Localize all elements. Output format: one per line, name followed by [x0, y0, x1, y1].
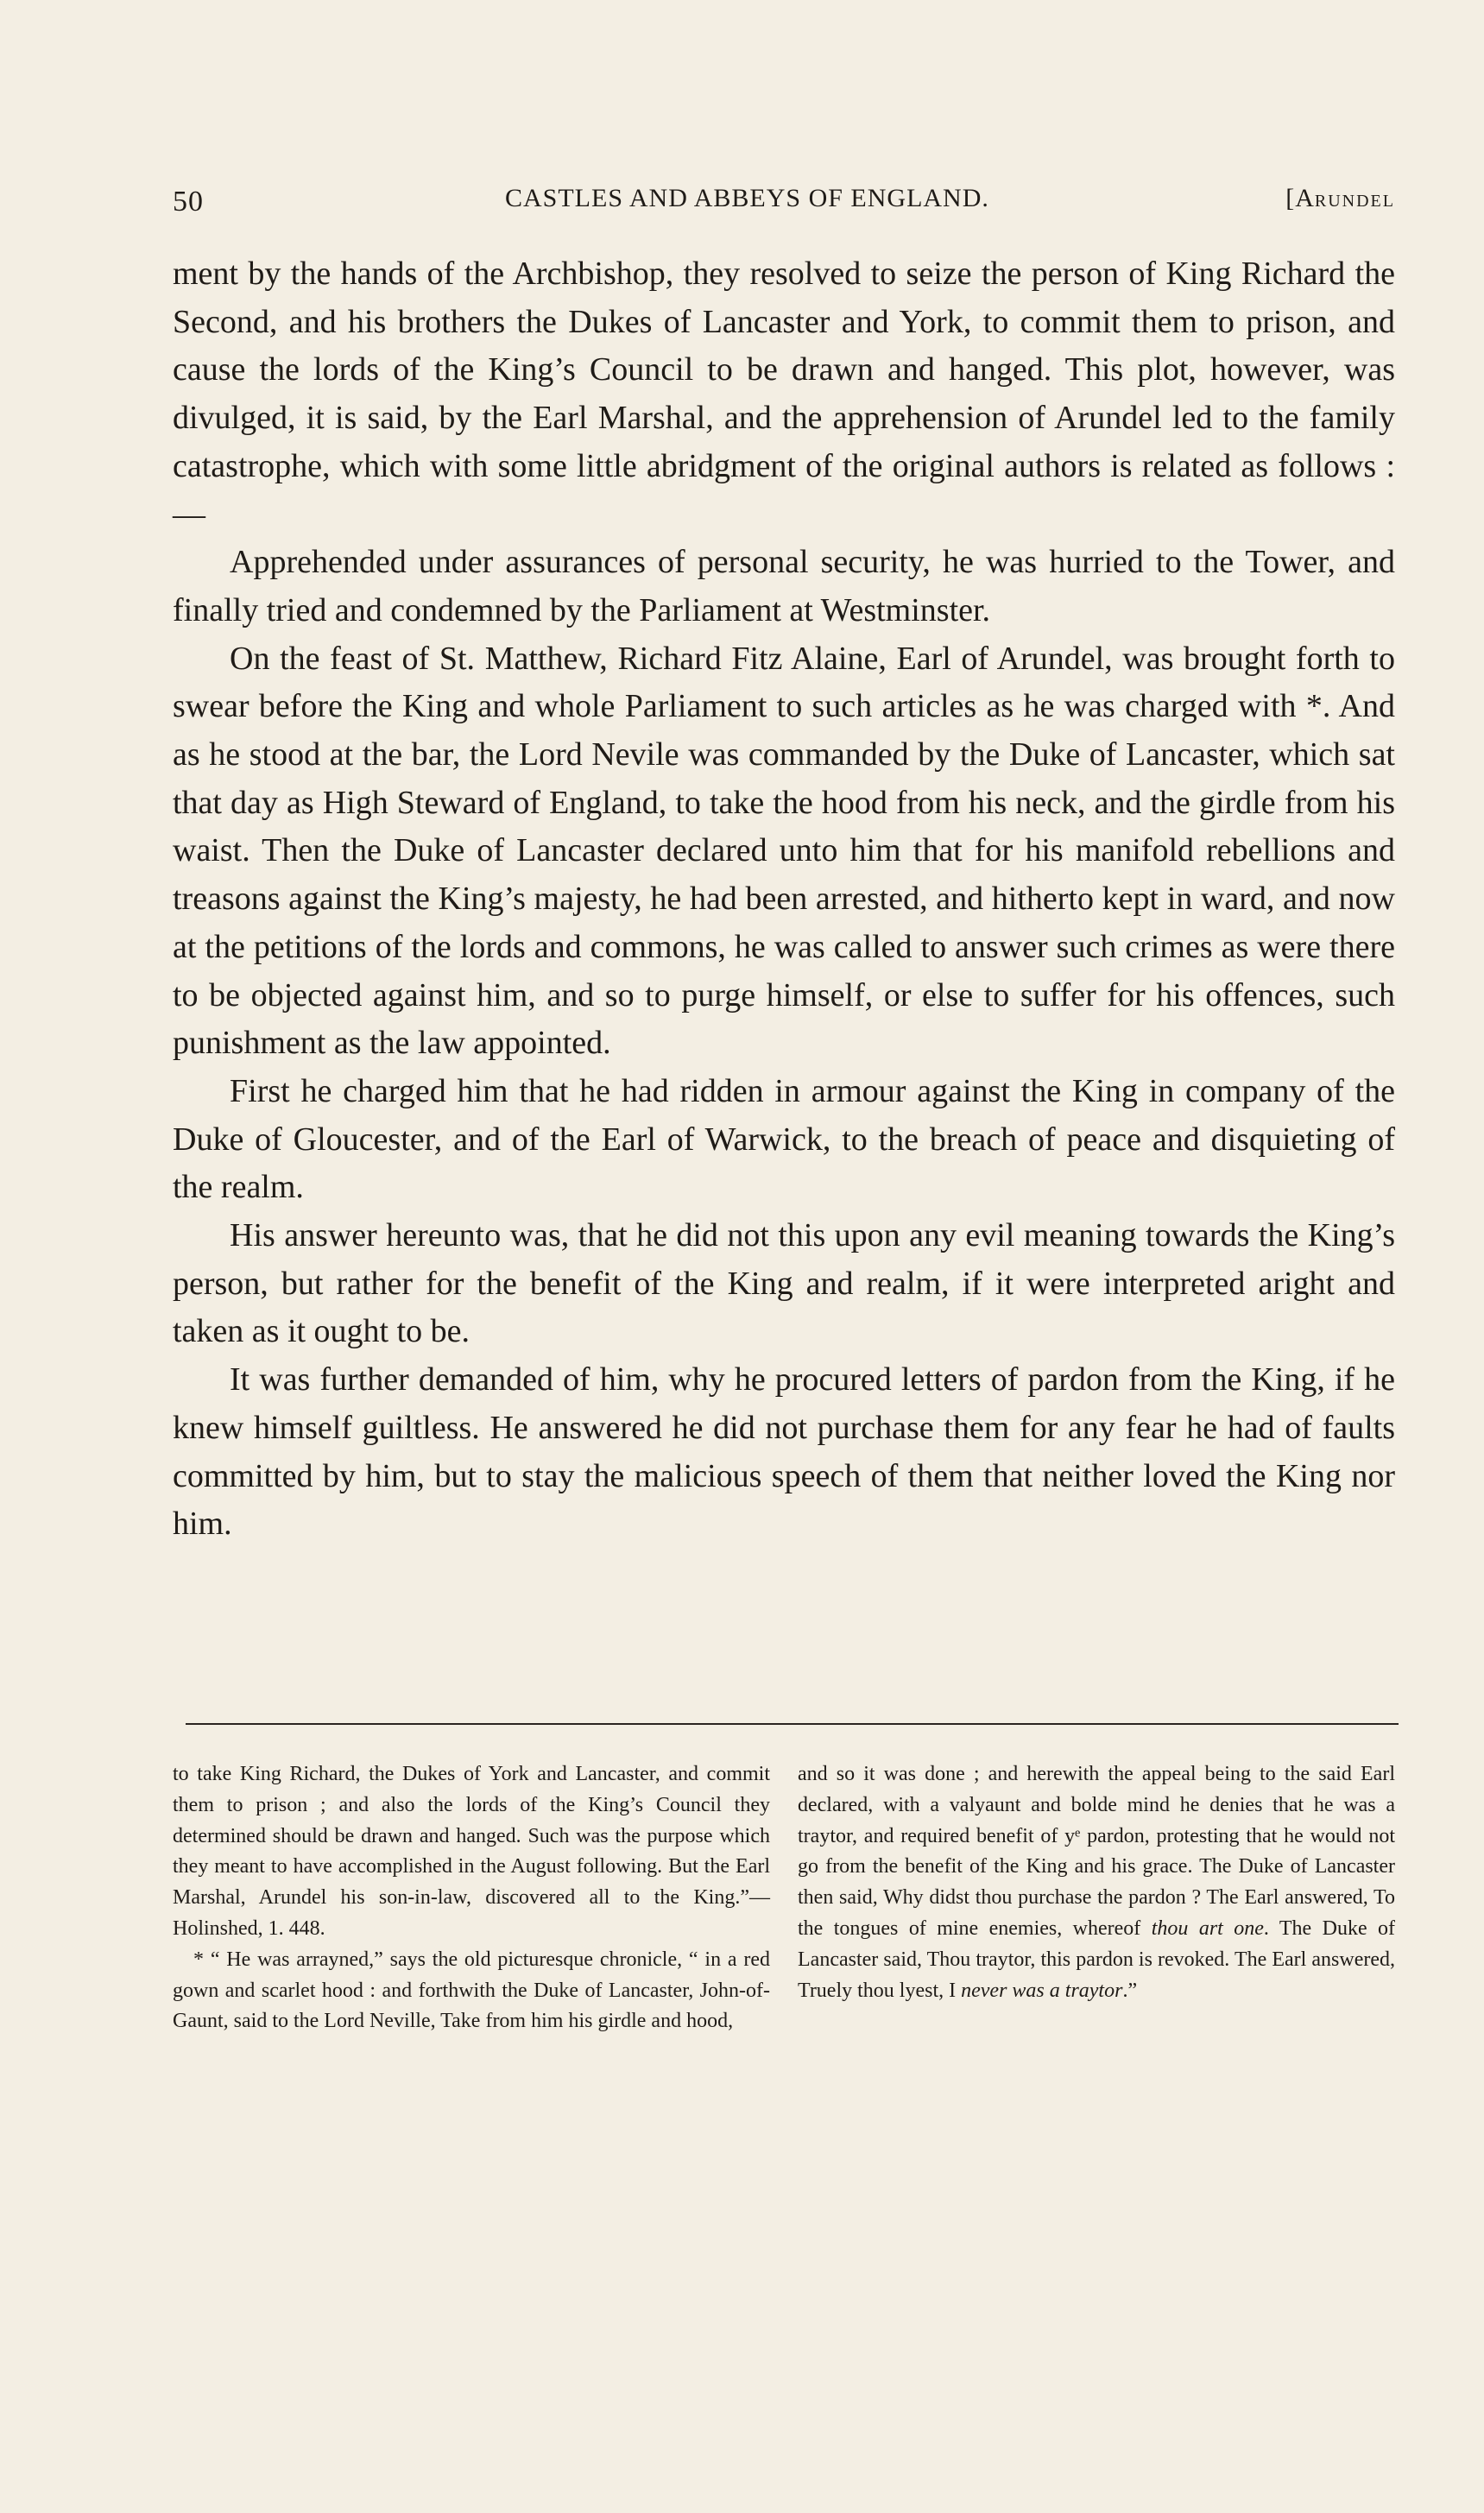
footnote-text: . The Duke of Lancaster said, Thou traytor, this pardon is revoked. The Earl answered, Truely thou lyest, I — [798, 1916, 1396, 2002]
running-section — [1285, 184, 1395, 213]
footnote-asterisk: * “ He was arrayned,” says the old picturesque chronicle, “ in a red gown and scarlet hood : and forthwith the Duke of Lancaster, John-of-Gaunt, said to the Lord Neville, Take from him his girdle and hood, — [173, 1948, 770, 2033]
paragraph: Apprehended under assurances of personal security, he was hurried to the Tower, and finally tried and condemned by the Parliament at Westminster. — [173, 544, 1395, 628]
footnote-italic-text: thou art one — [1151, 1916, 1264, 1940]
footnote-continued — [798, 1759, 1395, 2006]
running-title: CASTLES AND ABBEYS OF ENGLAND. — [505, 184, 989, 212]
footnotes — [173, 1759, 1395, 2037]
footnote-continuation: to take King Richard, the Dukes of York and Lancaster, and commit them to prison ; and also the lords of the King’s Council they determined should be drawn and hanged. Such was the purpose which they meant to have accomplished in the August following. But the Earl Marshal, Arundel his son-in-law, discovered all to the King.”—Holinshed, 1. 448. — [173, 1763, 770, 1940]
footnote-italic-text: never was a traytor — [961, 1979, 1123, 2002]
footnote-column-left — [173, 1759, 770, 2037]
paragraph: It was further demanded of him, why he procured letters of pardon from the King, if he knew himself guiltless. He answered he did not purchase them for any fear he had of faults committed by him, but to stay the malicious speech of them that neither loved the King nor him. — [173, 1361, 1395, 1543]
page-number: 50 — [173, 186, 204, 218]
main-text — [173, 250, 1395, 1549]
section-first-letter: A — [1295, 184, 1315, 212]
section-bracket: [ — [1285, 184, 1296, 212]
footnote-divider — [186, 1723, 1399, 1725]
footnote-column-right — [798, 1759, 1395, 2037]
paragraph: On the feast of St. Matthew, Richard Fitz Alaine, Earl of Arundel, was brought forth to swear before the King and whole Parliament to such articles as he was charged with *. And as he stood at the bar, the Lord Nevile was commanded by the Duke of Lancaster, which sat that day as High Steward of England, to take the hood from his neck, and the girdle from his waist. Then the Duke of Lancaster declared unto him that for his manifold rebellions and treasons against the King’s majesty, he had been arrested, and hitherto kept in ward, and now at the petitions of the lords and commons, he was called to answer such crimes as were there to be objected against him, and so to purge himself, or else to suffer for his offences, such punishment as the law appointed. — [173, 640, 1395, 1062]
section-rest: RUNDEL — [1314, 192, 1395, 211]
paragraph: First he charged him that he had ridden in armour against the King in company of the Duke of Gloucester, and of the Earl of Warwick, to the breach of peace and disquieting of the realm. — [173, 1072, 1395, 1206]
footnote-text: .” — [1122, 1979, 1138, 2002]
footnote-text: and so it was done ; and herewith the appeal being to the said Earl declared, with a valyaunt and bolde mind he denies that he was a traytor, and required benefit of yᵉ pardon, protesting that he would not go from the benefit of the King and his grace. The Duke of Lancaster then said, Why didst thou purchase the pardon ? The Earl answered, To the tongues of mine enemies, whereof — [798, 1763, 1395, 1940]
paragraph: His answer hereunto was, that he did not this upon any evil meaning towards the King’s person, but rather for the benefit of the King and realm, if it were interpreted aright and taken as it ought to be. — [173, 1217, 1395, 1350]
book-page — [173, 0, 1395, 2513]
running-head — [173, 175, 1395, 218]
paragraph: ment by the hands of the Archbishop, they resolved to seize the person of King Richard the Second, and his brothers the Dukes of Lancaster and York, to commit them to prison, and cause the lords of the King’s Council to be drawn and hanged. This plot, however, was divulged, it is said, by the Earl Marshal, and the apprehension of Arundel led to the family catastrophe, which with some little abridgment of the original authors is related as follows :— — [173, 256, 1395, 533]
